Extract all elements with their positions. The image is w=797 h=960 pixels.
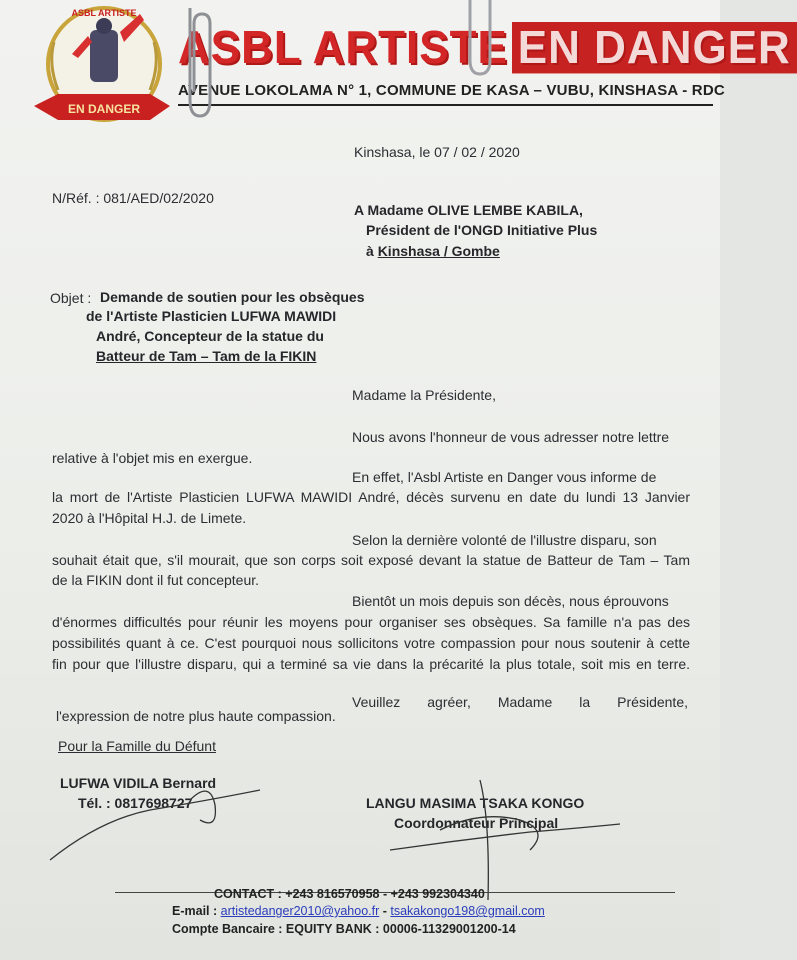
place-date: Kinshasa, le 07 / 02 / 2020 xyxy=(354,144,520,160)
logo-banner-text: EN DANGER xyxy=(67,102,141,116)
paragraph-3-line-2: souhait était que, s'il mourait, que son corps soit exposé devant la statue de Batteur de Tam – Tam xyxy=(52,552,690,568)
left-signatory-heading: Pour la Famille du Défunt xyxy=(58,738,216,754)
footer-contact: CONTACT : +243 816570958 - +243 992304340 xyxy=(214,887,485,901)
org-address: AVENUE LOKOLAMA N° 1, COMMUNE DE KASA – VUBU, KINSHASA - RDC xyxy=(178,82,725,99)
object-line-3: André, Concepteur de la statue du xyxy=(96,328,324,344)
paper-clip-icon xyxy=(176,4,220,124)
object-label: Objet : xyxy=(50,290,92,306)
paragraph-2-line-2: la mort de l'Artiste Plasticien LUFWA MAWIDI André, décès survenu en date du lundi 13 Janvier xyxy=(52,489,690,505)
paragraph-4-line-3: possibilités quant à ce. C'est pourquoi nous sollicitons votre compassion pour nous soutenir à cette xyxy=(52,635,690,651)
object-line-2: de l'Artiste Plasticien LUFWA MAWIDI xyxy=(86,308,337,324)
paragraph-3-line-3: de la FIKIN dont il fut concepteur. xyxy=(52,572,260,588)
footer-email-link-2[interactable]: tsakakongo198@gmail.com xyxy=(390,904,545,918)
header-divider xyxy=(178,104,713,106)
recipient-location-prefix: à xyxy=(366,243,378,259)
paragraph-1-line-1: Nous avons l'honneur de vous adresser notre lettre xyxy=(352,429,670,445)
right-signatory-name: LANGU MASIMA TSAKA KONGO xyxy=(366,795,585,811)
footer-bank: Compte Bancaire : EQUITY BANK : 00006-11329001200-14 xyxy=(172,922,516,936)
org-name-part2: EN DANGER xyxy=(512,22,797,73)
closing-line-2: l'expression de notre plus haute compassion. xyxy=(56,708,336,724)
recipient-title: Président de l'ONGD Initiative Plus xyxy=(366,222,598,238)
footer-email-link-1[interactable]: artistedanger2010@yahoo.fr xyxy=(220,904,380,918)
paragraph-4-line-4: fin pour que l'illustre disparu, qui a terminé sa vie dans la précarité la plus totale, soit mis en terre. xyxy=(52,656,690,672)
paragraph-2-line-3: 2020 à l'Hôpital H.J. de Limete. xyxy=(52,510,247,526)
paragraph-3-line-1: Selon la dernière volonté de l'illustre disparu, son xyxy=(352,532,657,548)
object-line-4: Batteur de Tam – Tam de la FIKIN xyxy=(96,348,317,364)
recipient-name: A Madame OLIVE LEMBE KABILA, xyxy=(354,202,583,218)
footer-email-separator: - xyxy=(379,904,391,918)
footer-email-label: E-mail : xyxy=(172,904,218,918)
footer-email xyxy=(172,904,545,918)
logo-emblem xyxy=(28,2,174,144)
recipient-location-place: Kinshasa / Gombe xyxy=(377,243,500,259)
paragraph-4-line-1: Bientôt un mois depuis son décès, nous éprouvons xyxy=(352,593,669,609)
object-line-1: Demande de soutien pour les obsèques xyxy=(100,289,365,305)
paragraph-2-line-1: En effet, l'Asbl Artiste en Danger vous informe de xyxy=(352,469,657,485)
reference-number: N/Réf. : 081/AED/02/2020 xyxy=(52,190,214,206)
left-signatory-name: LUFWA VIDILA Bernard xyxy=(60,775,217,791)
paragraph-4-line-2: d'énormes difficultés pour réunir les moyens pour organiser ses obsèques. Sa famille n'a pas des xyxy=(52,614,690,630)
salutation: Madame la Présidente, xyxy=(352,387,496,403)
left-signature-mark xyxy=(40,760,280,870)
recipient-location xyxy=(366,243,500,259)
logo-arc-text: ASBL ARTISTE xyxy=(71,8,137,18)
closing-line-1: Veuillez agréer, Madame la Présidente, xyxy=(352,694,688,710)
right-signatory-title: Coordonnateur Principal xyxy=(394,815,559,831)
paragraph-1-line-2: relative à l'objet mis en exergue. xyxy=(52,450,253,466)
left-signatory-phone: Tél. : 0817698727 xyxy=(78,795,193,811)
org-name-part1: ASBL ARTISTE xyxy=(178,22,508,74)
paper-clip-icon xyxy=(460,0,500,80)
